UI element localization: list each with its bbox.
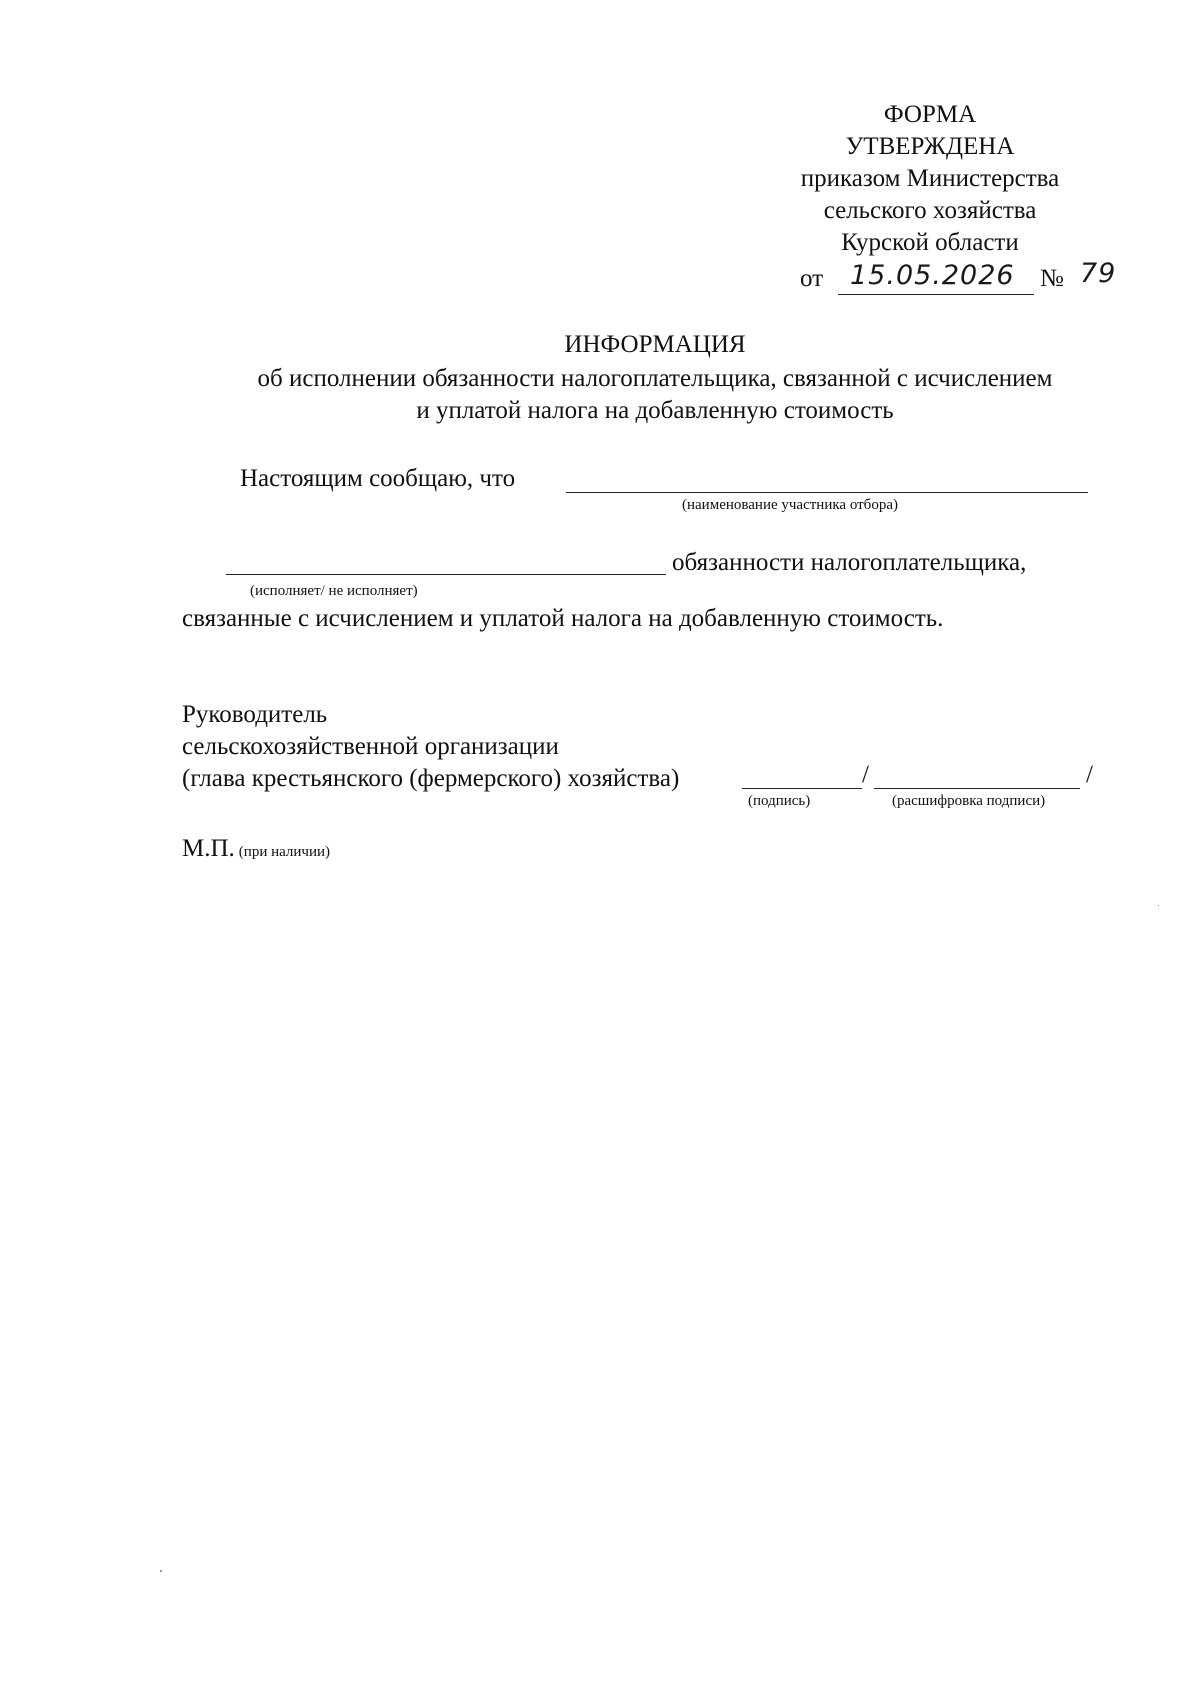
participant-name-field[interactable]	[566, 492, 1088, 493]
signature-transcript-hint: (расшифровка подписи)	[892, 793, 1046, 809]
scan-speck	[160, 1570, 162, 1572]
stamp-label: М.П.	[182, 835, 235, 862]
signature-separator-slash: /	[862, 761, 869, 788]
intro-text: Настоящим сообщаю, что	[240, 465, 516, 492]
signature-end-slash: /	[1086, 761, 1093, 788]
document-title: ИНФОРМАЦИЯ	[564, 331, 746, 358]
number-sign: №	[1040, 265, 1064, 292]
date-underline	[838, 294, 1034, 295]
scan-speck	[1158, 905, 1159, 906]
participant-name-hint: (наименование участника отбора)	[682, 497, 898, 513]
handwritten-number: 79	[1080, 258, 1117, 289]
stamp-place	[182, 834, 330, 864]
approval-region-line: Курской области	[841, 229, 1019, 256]
closing-line: связанные с исчислением и уплатой налога на добавленную стоимость.	[182, 605, 944, 632]
document-subtitle-line2: и уплатой налога на добавленную стоимость	[416, 397, 894, 424]
signature-field[interactable]	[742, 788, 862, 789]
approval-order-line: приказом Министерства	[800, 165, 1060, 192]
signatory-role-line3: (глава крестьянского (фермерского) хозяйства)	[182, 765, 680, 792]
obligations-text: обязанности налогоплательщика,	[672, 549, 1027, 576]
signatory-role-line1: Руководитель	[182, 701, 328, 728]
approval-ministry-line: сельского хозяйства	[823, 197, 1037, 224]
handwritten-date: 15.05.2026	[850, 260, 1015, 291]
performs-status-field[interactable]	[226, 574, 666, 575]
date-prefix: от	[800, 265, 824, 292]
signature-transcript-field[interactable]	[874, 788, 1080, 789]
performs-status-hint: (исполняет/ не исполняет)	[250, 583, 418, 599]
signature-hint: (подпись)	[748, 793, 811, 809]
approval-form-label: ФОРМА	[883, 101, 977, 128]
stamp-note: (при наличии)	[238, 844, 331, 860]
approval-approved-label: УТВЕРЖДЕНА	[845, 133, 1015, 160]
signatory-role-line2: сельскохозяйственной организации	[182, 733, 559, 760]
document-subtitle-line1: об исполнении обязанности налогоплательщика, связанной с исчислением	[257, 365, 1053, 392]
